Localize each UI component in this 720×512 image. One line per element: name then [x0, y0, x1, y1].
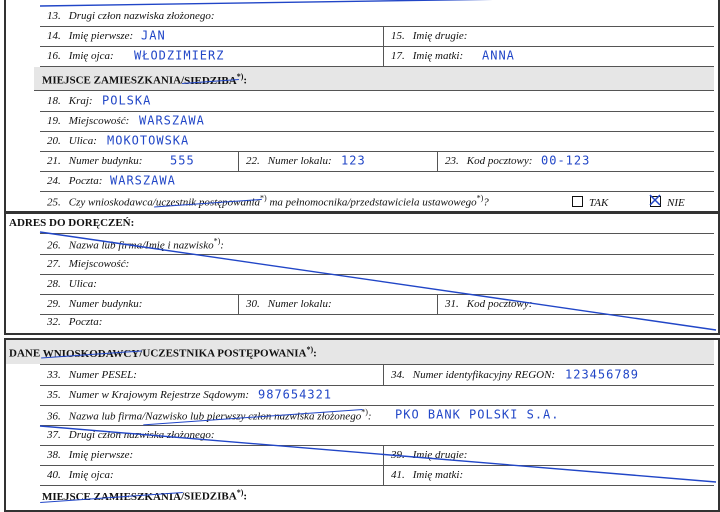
field-21-value: 555 — [170, 153, 195, 168]
field-24-value: WARSZAWA — [110, 173, 176, 188]
field-19-value: WARSZAWA — [139, 113, 205, 128]
participant-residence-header: MIEJSCE ZAMIESZKANIA/SIEDZIBA*): — [42, 488, 248, 503]
field-33-row[interactable]: 33. Numer PESEL: 34. Numer identyfikacyjny REGON: 123456789 — [40, 364, 714, 386]
field-22-value: 123 — [341, 153, 366, 168]
field-26-row[interactable]: 26. Nazwa lub firma/Imię i nazwisko*): — [40, 233, 714, 255]
field-22-cell[interactable]: 22. Numer lokalu: 123 — [238, 151, 714, 171]
tak-option[interactable]: TAK — [572, 196, 608, 209]
field-32-row[interactable]: 32. Poczta: — [47, 316, 103, 328]
field-20-row[interactable]: 20. Ulica: MOKOTOWSKA — [40, 131, 714, 152]
field-25-row: 25. Czy wnioskodawca/uczestnik postępowania*) ma pełnomocnika/przedstawiciela ustawowego*)? — [47, 193, 489, 209]
residence-header: MIEJSCE ZAMIESZKANIA/SIEDZIBA*): — [42, 72, 248, 87]
check-x-icon — [649, 194, 661, 206]
field-19-row[interactable]: 19. Miejscowość: WARSZAWA — [40, 111, 714, 132]
participant-header: DANE WNIOSKODAWCY/UCZESTNIKA POSTĘPOWANIA*): — [9, 345, 317, 360]
field-16-row[interactable]: 16. Imię ojca: WŁODZIMIERZ 17. Imię matki: ANNA — [40, 46, 714, 67]
field-23-cell[interactable]: 23. Kod pocztowy: 00-123 — [437, 151, 714, 171]
field-14-row[interactable]: 14. Imię pierwsze: JAN 15. Imię drugie: — [40, 26, 714, 47]
nie-checkbox-checked[interactable] — [650, 196, 661, 207]
field-14-value: JAN — [141, 28, 166, 43]
field-41-cell[interactable]: 41. Imię matki: — [383, 465, 714, 485]
field-37-row[interactable]: 37. Drugi człon nazwiska złożonego: — [40, 425, 714, 446]
field-18-value: POLSKA — [102, 93, 152, 108]
field-23-value: 00-123 — [541, 153, 591, 168]
field-20-value: MOKOTOWSKA — [107, 133, 190, 148]
field-30-cell[interactable]: 30. Numer lokalu: — [238, 294, 714, 314]
field-18-row[interactable]: 18. Kraj: POLSKA — [40, 91, 714, 112]
field-35-row[interactable]: 35. Numer w Krajowym Rejestrze Sądowym: 987654321 — [40, 385, 714, 406]
field-40-row[interactable]: 40. Imię ojca: 41. Imię matki: — [40, 465, 714, 486]
field-27-row[interactable]: 27. Miejscowość: — [40, 254, 714, 275]
field-16-value: WŁODZIMIERZ — [134, 48, 225, 63]
field-17-value: ANNA — [482, 48, 515, 63]
field-39-cell[interactable]: 39. Imię drugie: — [383, 445, 714, 465]
field-17-cell[interactable]: 17. Imię matki: ANNA — [383, 46, 714, 66]
field-15-cell[interactable]: 15. Imię drugie: — [383, 26, 714, 46]
field-21-row[interactable]: 21. Numer budynku: 555 22. Numer lokalu: 123 23. Kod pocztowy: 00-123 — [40, 151, 714, 172]
field-35-value: 987654321 — [258, 387, 333, 402]
field-34-cell[interactable]: 34. Numer identyfikacyjny REGON: 123456789 — [383, 365, 714, 385]
field-38-row[interactable]: 38. Imię pierwsze: 39. Imię drugie: — [40, 445, 714, 466]
field-31-cell[interactable]: 31. Kod pocztowy: — [437, 294, 714, 314]
delivery-header: ADRES DO DORĘCZEŃ: — [9, 217, 135, 229]
field-29-row[interactable]: 29. Numer budynku: 30. Numer lokalu: 31. Kod pocztowy: — [40, 294, 714, 315]
field-34-value: 123456789 — [565, 367, 640, 382]
field-24-row[interactable]: 24. Poczta: WARSZAWA — [40, 171, 714, 192]
field-28-row[interactable]: 28. Ulica: — [40, 274, 714, 295]
nie-option[interactable]: NIE — [650, 196, 685, 209]
field-36-row[interactable]: 36. Nazwa lub firma/Nazwisko lub pierwszy człon nazwiska złożonego*): PKO BANK POLSKI S.A. — [40, 405, 714, 426]
field-36-value: PKO BANK POLSKI S.A. — [395, 407, 560, 422]
tak-checkbox[interactable] — [572, 196, 583, 207]
field-13-row[interactable]: 13. Drugi człon nazwiska złożonego: — [40, 6, 714, 27]
